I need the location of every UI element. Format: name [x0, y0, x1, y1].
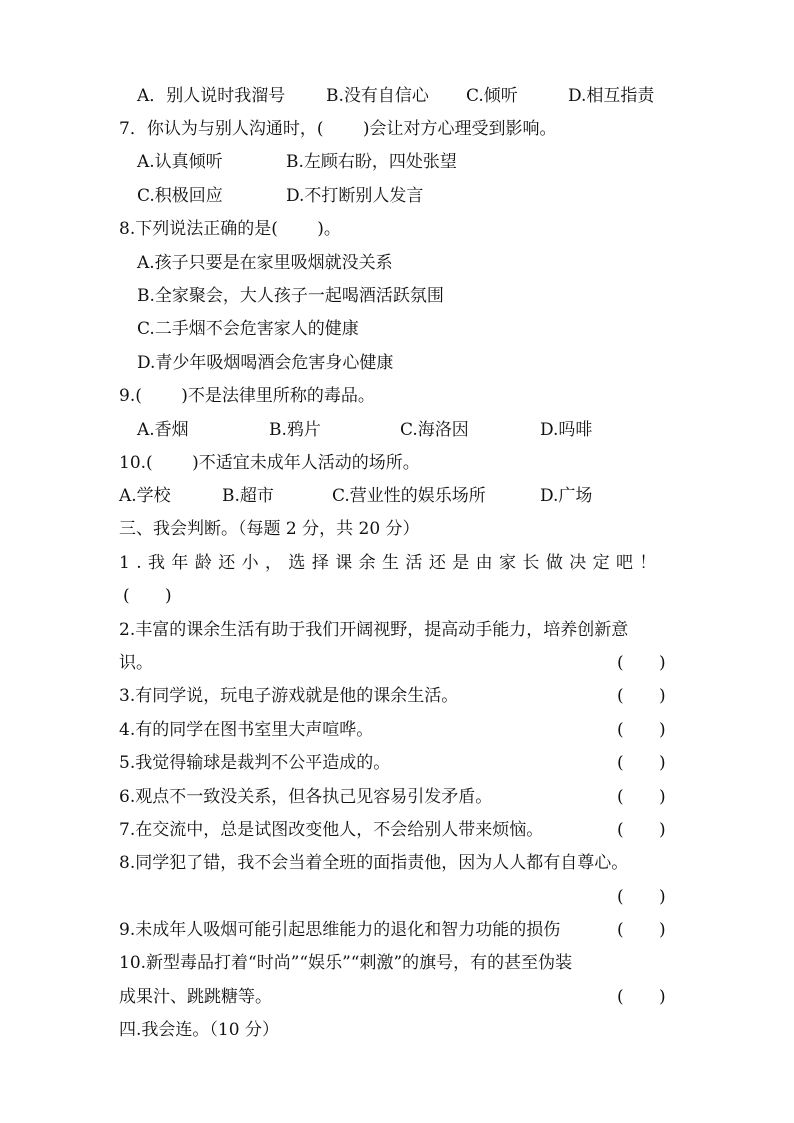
judge-7-text: 7.在交流中，总是试图改变他人，不会给别人带来烦恼。 — [119, 820, 544, 840]
judge-3-text: 3.有同学说，玩电子游戏就是他的课余生活。 — [119, 686, 459, 706]
judge-1-text: 1.我年龄还小，选择课余生活还是由家长做决定吧！ — [119, 553, 663, 573]
paren-close: ) — [659, 920, 666, 940]
judge-2-text-line2: 识。 — [119, 653, 153, 673]
judge-4-answer-blank[interactable] — [617, 719, 677, 741]
paren-close: ) — [165, 586, 172, 606]
judge-8-answer-blank[interactable] — [617, 886, 677, 908]
q10-option-a: A.学校 — [119, 486, 171, 506]
paren-open: ( — [123, 586, 130, 606]
section4-heading: 四.我会连。（10 分） — [119, 1020, 279, 1040]
q10-stem: 10.( )不适宜未成年人活动的场所。 — [119, 453, 420, 473]
q9-stem: 9.( )不是法律里所称的毒品。 — [119, 386, 375, 406]
paren-close: ) — [659, 787, 666, 807]
judge-3-answer-blank[interactable] — [617, 685, 677, 707]
q7-option-d: D.不打断别人发言 — [286, 186, 424, 206]
q6-option-d: D.相互指责 — [568, 86, 655, 106]
paren-open: ( — [617, 920, 624, 940]
paren-open: ( — [617, 787, 624, 807]
q8-stem: 8.下列说法正确的是( )。 — [119, 219, 341, 239]
judge-4-text: 4.有的同学在图书室里大声喧哗。 — [119, 720, 374, 740]
q8-option-d: D.青少年吸烟喝酒会危害身心健康 — [137, 353, 394, 373]
paren-open: ( — [617, 720, 624, 740]
section3-heading: 三、我会判断。（每题 2 分，共 20 分） — [119, 519, 420, 539]
judge-6-answer-blank[interactable] — [617, 786, 677, 808]
paren-close: ) — [659, 820, 666, 840]
judge-9-text: 9.未成年人吸烟可能引起思维能力的退化和智力功能的损伤 — [119, 920, 561, 940]
judge-1-answer-blank[interactable] — [123, 585, 183, 607]
q8-option-b: B.全家聚会，大人孩子一起喝酒活跃氛围 — [137, 286, 444, 306]
paren-close: ) — [659, 987, 666, 1007]
q10-option-b: B.超市 — [222, 486, 274, 506]
q8-option-a: A.孩子只要是在家里吸烟就没关系 — [137, 253, 393, 273]
q9-option-c: C.海洛因 — [400, 420, 469, 440]
paren-close: ) — [659, 720, 666, 740]
q9-option-d: D.吗啡 — [540, 420, 593, 440]
paren-close: ) — [659, 686, 666, 706]
q10-option-c: C.营业性的娱乐场所 — [332, 486, 486, 506]
judge-6-text: 6.观点不一致没关系，但各执己见容易引发矛盾。 — [119, 787, 493, 807]
judge-10-answer-blank[interactable] — [617, 986, 677, 1008]
paren-close: ) — [659, 753, 666, 773]
paren-open: ( — [617, 753, 624, 773]
q9-option-b: B.鸦片 — [269, 420, 321, 440]
q7-stem: 7．你认为与别人沟通时，( )会让对方心理受到影响。 — [119, 119, 557, 139]
judge-9-answer-blank[interactable] — [617, 919, 677, 941]
judge-8-text: 8.同学犯了错，我不会当着全班的面指责他，因为人人都有自尊心。 — [119, 853, 629, 873]
q6-option-c: C.倾听 — [466, 86, 518, 106]
q8-option-c: C.二手烟不会危害家人的健康 — [137, 319, 359, 339]
q9-option-a: A.香烟 — [137, 420, 189, 440]
paren-close: ) — [659, 653, 666, 673]
paren-open: ( — [617, 820, 624, 840]
judge-2-answer-blank[interactable] — [617, 652, 677, 674]
judge-5-text: 5.我觉得输球是裁判不公平造成的。 — [119, 753, 391, 773]
paren-open: ( — [617, 987, 624, 1007]
paren-close: ) — [659, 887, 666, 907]
paren-open: ( — [617, 653, 624, 673]
judge-10-text-line2: 成果汁、跳跳糖等。 — [119, 987, 272, 1007]
judge-5-answer-blank[interactable] — [617, 752, 677, 774]
judge-2-text-line1: 2.丰富的课余生活有助于我们开阔视野，提高动手能力，培养创新意 — [119, 620, 629, 640]
q10-option-d: D.广场 — [540, 486, 593, 506]
judge-7-answer-blank[interactable] — [617, 819, 677, 841]
q7-option-c: C.积极回应 — [137, 186, 223, 206]
paren-open: ( — [617, 686, 624, 706]
q6-option-b: B.没有自信心 — [326, 86, 429, 106]
judge-10-text-line1: 10.新型毒品打着“时尚”“娱乐”“刺激”的旗号，有的甚至伪装 — [119, 953, 573, 973]
q7-option-b: B.左顾右盼，四处张望 — [286, 152, 457, 172]
q7-option-a: A.认真倾听 — [137, 152, 223, 172]
q6-option-a: A．别人说时我溜号 — [137, 86, 286, 106]
paren-open: ( — [617, 887, 624, 907]
